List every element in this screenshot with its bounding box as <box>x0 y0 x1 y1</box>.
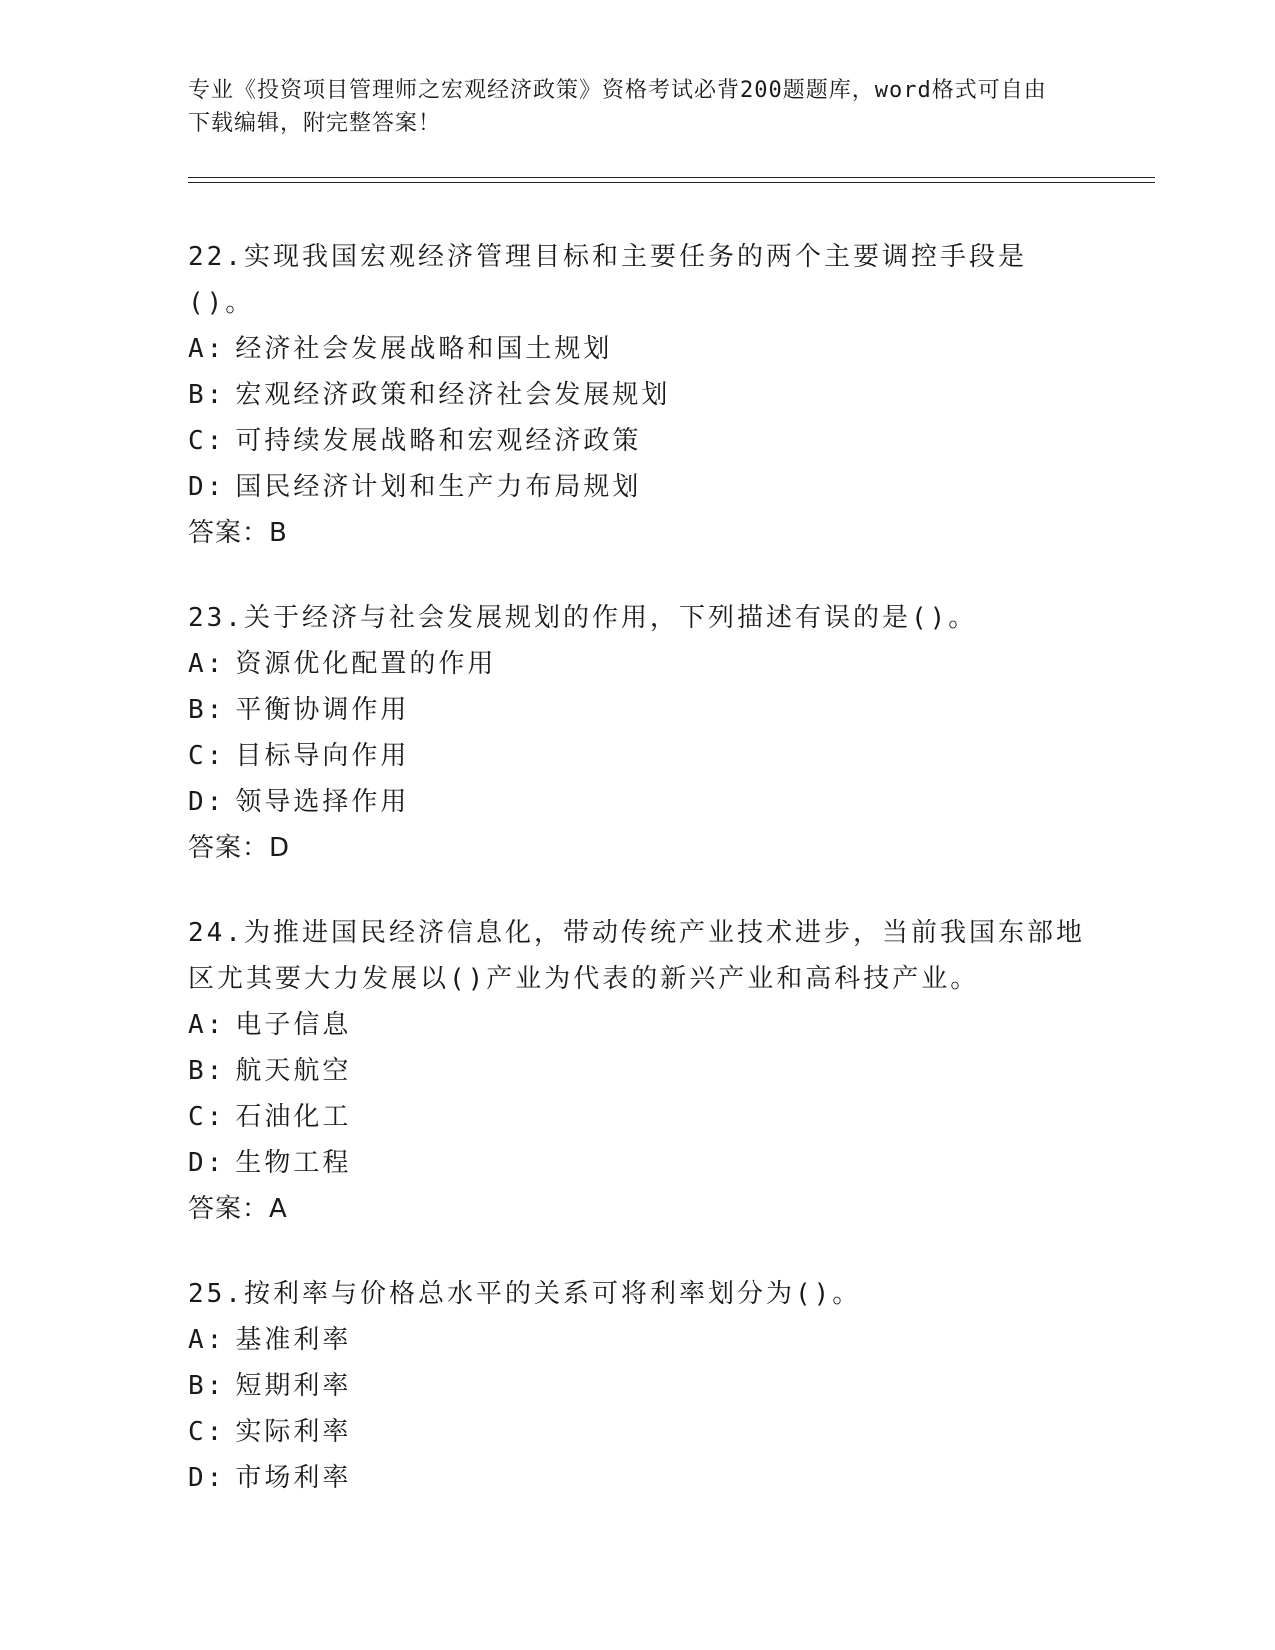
option-key: B: <box>188 1371 226 1401</box>
option-text: 航天航空 <box>235 1056 352 1086</box>
option-key: A: <box>188 649 226 679</box>
answer-line: 答案：D <box>188 833 291 863</box>
option-d <box>188 1455 1088 1501</box>
option-text: 可持续发展战略和宏观经济政策 <box>235 426 642 456</box>
option-key: D: <box>188 472 226 502</box>
option-b <box>188 372 1088 418</box>
option-text: 资源优化配置的作用 <box>235 649 497 679</box>
option-text: 国民经济计划和生产力布局规划 <box>235 472 642 502</box>
option-key: B: <box>188 1056 226 1086</box>
option-text: 基准利率 <box>235 1325 352 1355</box>
option-text: 领导选择作用 <box>235 787 410 817</box>
answer-line: 答案：B <box>188 518 288 548</box>
option-d <box>188 1140 1088 1186</box>
option-key: B: <box>188 380 226 410</box>
option-text: 生物工程 <box>235 1148 352 1178</box>
option-d <box>188 464 1088 510</box>
question-25 <box>188 1271 1088 1501</box>
option-text: 目标导向作用 <box>235 741 410 771</box>
option-b <box>188 1363 1088 1409</box>
option-a <box>188 641 1088 687</box>
option-b <box>188 687 1088 733</box>
option-key: C: <box>188 741 226 771</box>
option-text: 短期利率 <box>235 1371 352 1401</box>
answer-line: 答案：A <box>188 1194 288 1224</box>
option-c <box>188 418 1088 464</box>
header-divider-top <box>188 177 1155 178</box>
option-key: B: <box>188 695 226 725</box>
header-divider-bottom <box>188 182 1155 183</box>
option-a <box>188 1002 1088 1048</box>
option-c <box>188 1094 1088 1140</box>
option-d <box>188 779 1088 825</box>
option-text: 平衡协调作用 <box>235 695 410 725</box>
question-24 <box>188 910 1088 1232</box>
question-23 <box>188 595 1088 871</box>
option-c <box>188 733 1088 779</box>
option-key: A: <box>188 1010 226 1040</box>
option-text: 市场利率 <box>235 1463 352 1493</box>
question-22 <box>188 234 1088 556</box>
option-key: C: <box>188 426 226 456</box>
option-a <box>188 1317 1088 1363</box>
option-key: A: <box>188 1325 226 1355</box>
option-key: D: <box>188 1148 226 1178</box>
question-stem: 25.按利率与价格总水平的关系可将利率划分为()。 <box>188 1279 862 1309</box>
option-key: C: <box>188 1417 226 1447</box>
option-key: A: <box>188 334 226 364</box>
option-b <box>188 1048 1088 1094</box>
question-stem: 24.为推进国民经济信息化，带动传统产业技术进步，当前我国东部地区尤其要大力发展以()产业为代表的新兴产业和高科技产业。 <box>188 918 1085 994</box>
question-list <box>188 234 1088 1540</box>
option-key: D: <box>188 1463 226 1493</box>
option-text: 经济社会发展战略和国土规划 <box>235 334 613 364</box>
option-text: 石油化工 <box>235 1102 352 1132</box>
question-stem: 23.关于经济与社会发展规划的作用，下列描述有误的是()。 <box>188 603 978 633</box>
question-stem: 22.实现我国宏观经济管理目标和主要任务的两个主要调控手段是()。 <box>188 242 1027 318</box>
option-c <box>188 1409 1088 1455</box>
option-text: 实际利率 <box>235 1417 352 1447</box>
option-key: C: <box>188 1102 226 1132</box>
option-key: D: <box>188 787 226 817</box>
document-header: 专业《投资项目管理师之宏观经济政策》资格考试必背200题题库，word格式可自由下载编辑，附完整答案！ <box>188 78 1047 136</box>
option-text: 电子信息 <box>235 1010 352 1040</box>
option-text: 宏观经济政策和经济社会发展规划 <box>235 380 671 410</box>
option-a <box>188 326 1088 372</box>
